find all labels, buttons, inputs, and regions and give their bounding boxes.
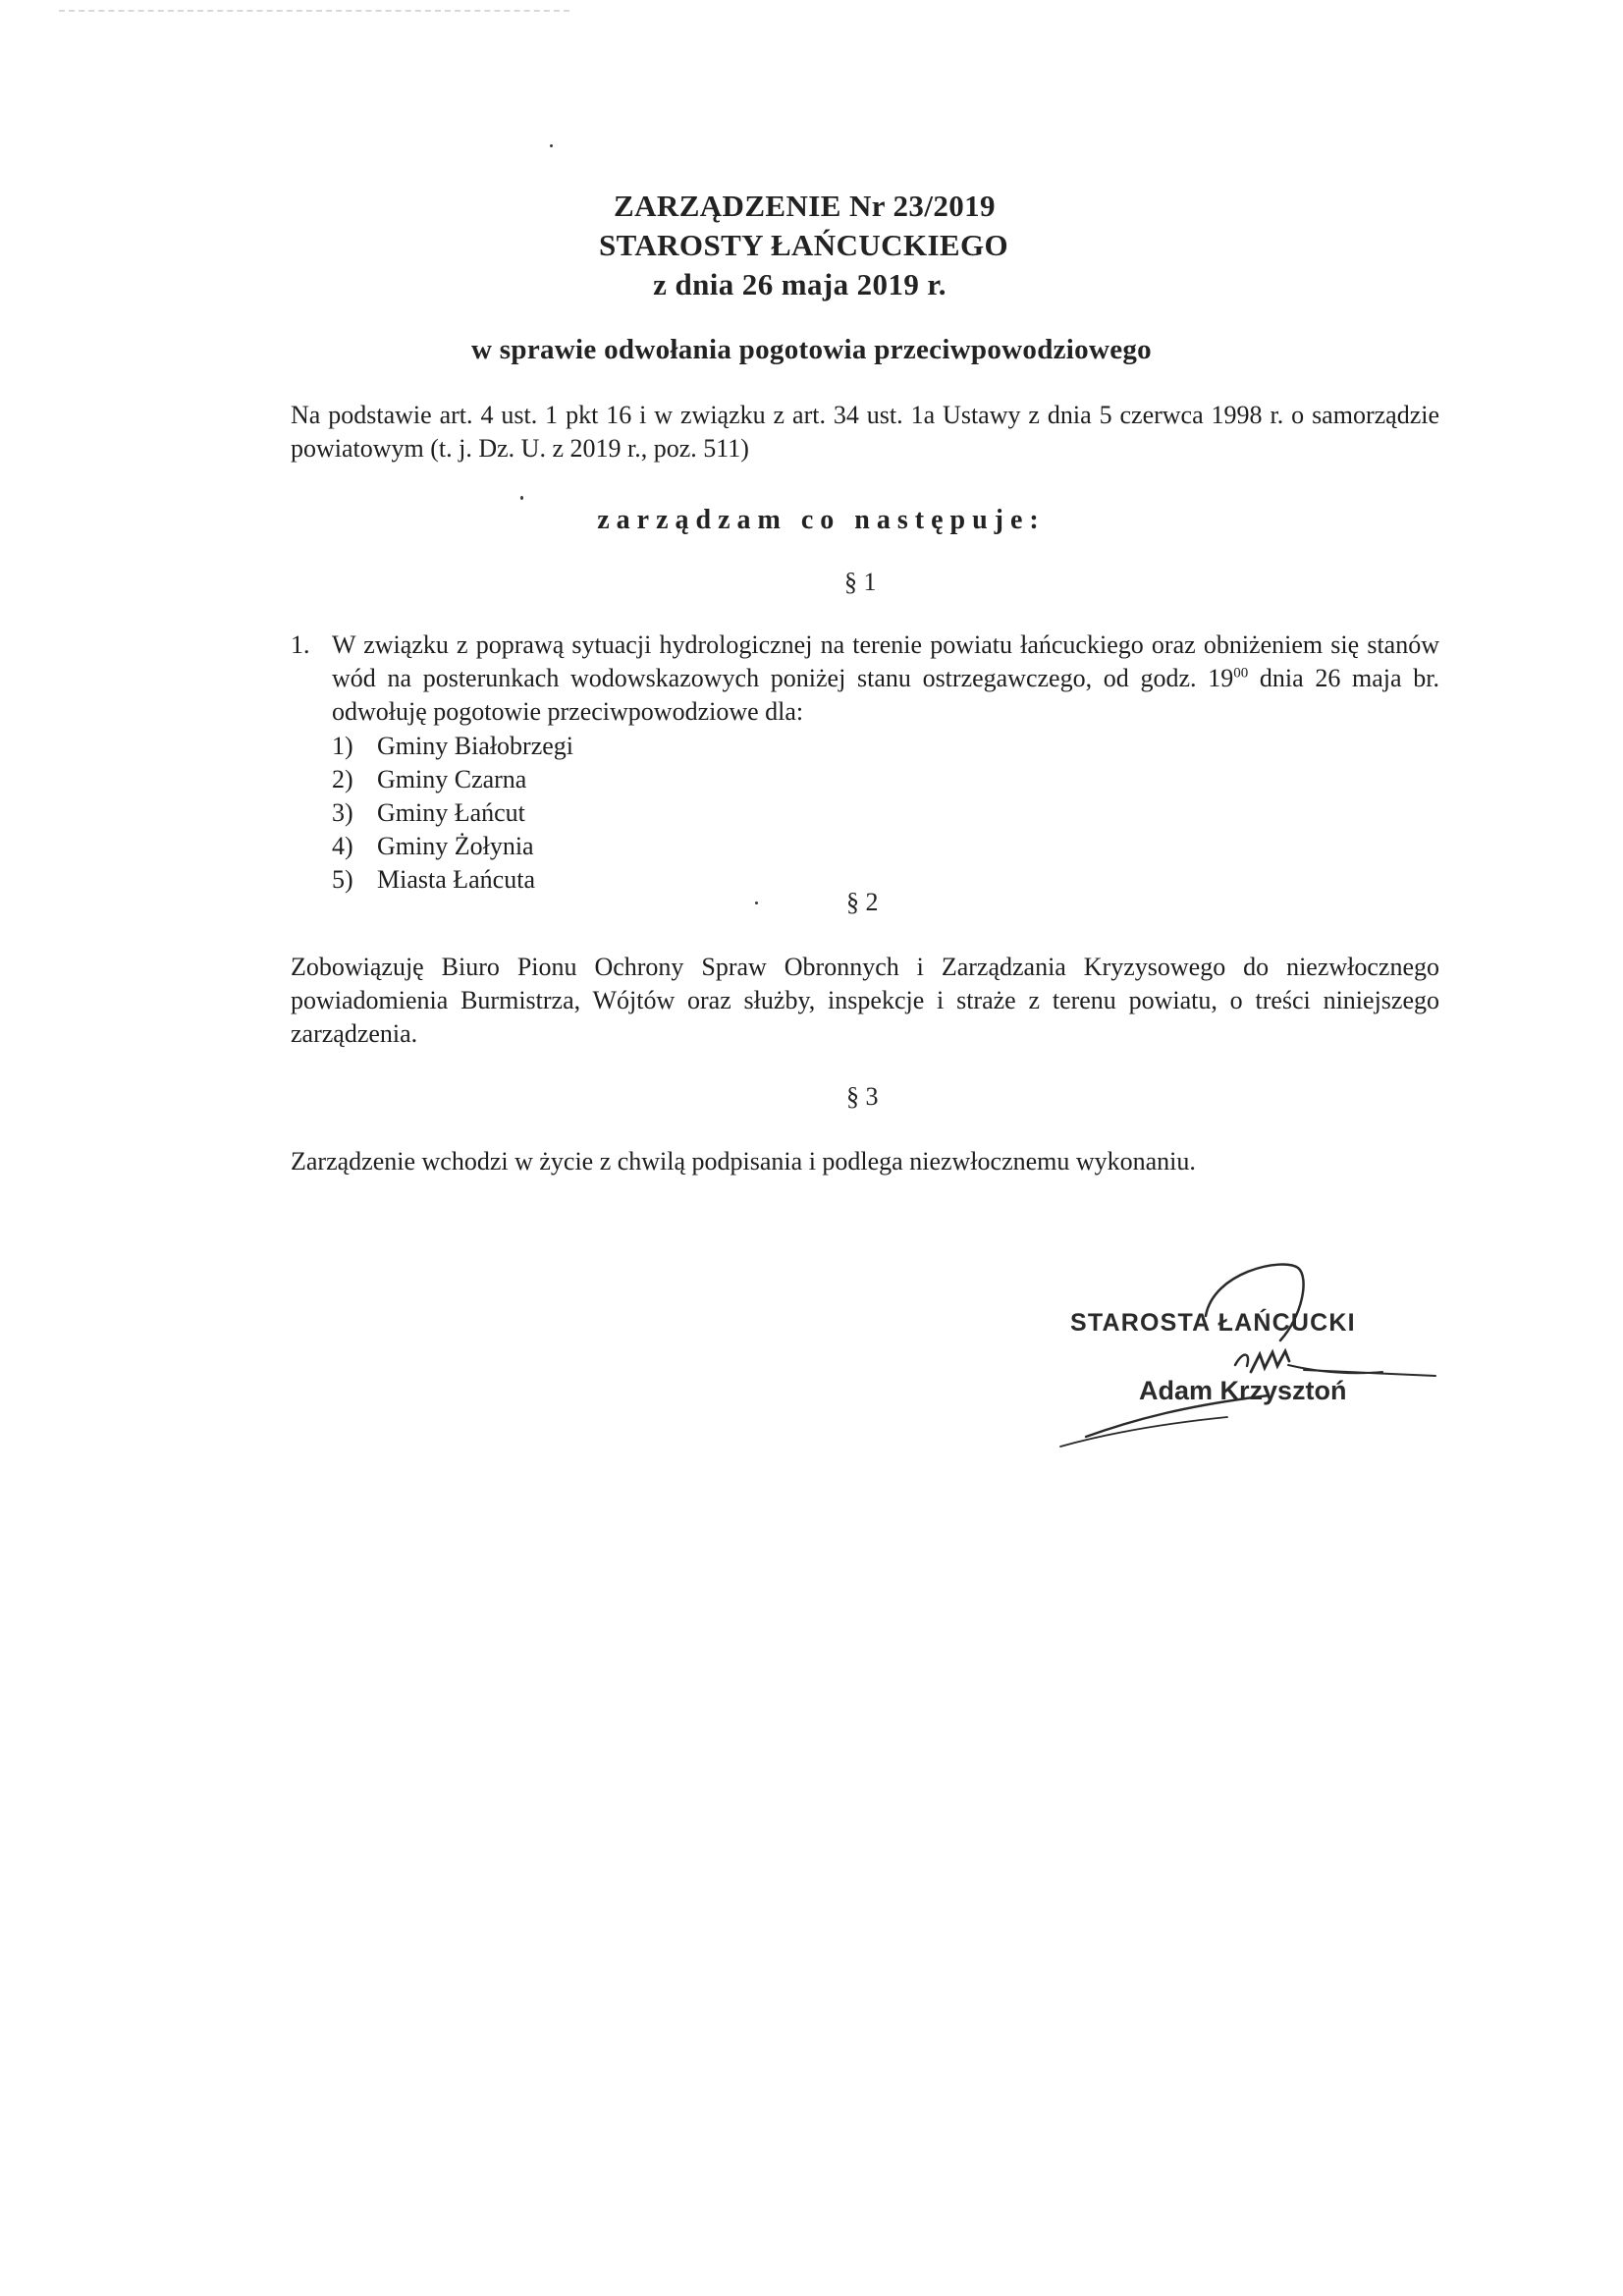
entities-list (332, 730, 573, 897)
list-item-number: 3) (332, 798, 353, 827)
section-1-heading: § 1 (844, 568, 877, 596)
section-1-text-part-2: dnia 26 maja br. odwołuję pogotowie przeciwpowodziowe dla: (332, 664, 1439, 726)
decree-phrase (0, 505, 1623, 536)
list-item-number: 2) (332, 765, 353, 793)
section-3-heading: § 3 (846, 1082, 879, 1111)
section-2-heading: § 2 (846, 888, 879, 916)
signature-graphic (1041, 1223, 1502, 1449)
section-2-text: Zobowiązuję Biuro Pionu Ochrony Spraw Obronnych i Zarządzania Kryzysowego do niezwłocznego powiadomienia Burmistrza, Wójtów oraz służby, inspekcje i straże z terenu powiatu, o treści niniejszego zarządzenia. (291, 953, 1439, 1048)
document-subject: w sprawie odwołania pogotowia przeciwpowodziowego (471, 334, 1152, 365)
section-1-item (291, 629, 1439, 729)
title-issuer: STAROSTY ŁAŃCUCKIEGO (598, 228, 1009, 262)
section-1-item-text (332, 629, 1439, 729)
section-1-item-number: 1. (291, 630, 310, 659)
list-item (332, 730, 573, 763)
title-date: z dnia 26 maja 2019 r. (653, 267, 947, 301)
list-item (332, 863, 573, 897)
list-item (332, 796, 573, 830)
list-item-name: Gminy Czarna (377, 765, 527, 793)
title-ordinance-number: ZARZĄDZENIE Nr 23/2019 (614, 189, 996, 223)
legal-basis-text: Na podstawie art. 4 ust. 1 pkt 16 i w związku z art. 34 ust. 1a Ustawy z dnia 5 czerwca 1998 r. o samorządzie powiatowym (t. j. Dz. U. z 2019 r., poz. 511) (291, 401, 1439, 463)
list-item-name: Gminy Łańcut (377, 798, 525, 827)
list-item-name: Gminy Żołynia (377, 832, 534, 860)
list-item-name: Miasta Łańcuta (377, 865, 535, 894)
list-item-number: 4) (332, 832, 353, 860)
list-item-number: 1) (332, 732, 353, 760)
legal-basis-paragraph (291, 399, 1439, 465)
scan-speck (550, 144, 553, 147)
scan-speck (755, 902, 758, 904)
list-item (332, 763, 573, 796)
list-item-name: Gminy Białobrzegi (377, 732, 574, 760)
section-3-text: Zarządzenie wchodzi w życie z chwilą podpisania i podlega niezwłocznemu wykonaniu. (291, 1147, 1196, 1175)
svg-text:Adam Krzysztoń: Adam Krzysztoń (1139, 1376, 1347, 1405)
section-1-text-part-1: W związku z poprawą sytuacji hydrologicznej na terenie powiatu łańcuckiego oraz obniżeniem się stanów wód na posterunkach wodowskazowych poniżej stanu ostrzegawczego, od godz. 19 (332, 630, 1439, 692)
scan-edge-artifact (59, 0, 569, 12)
signature-stamp (1041, 1223, 1502, 1449)
decree-phrase-text: zarządzam co następuje: (597, 505, 1046, 535)
signature-handwriting (1060, 1265, 1435, 1447)
signature-stamp-lettering (1070, 1308, 1356, 1405)
time-superscript: 00 (1233, 665, 1249, 682)
scan-speck (520, 496, 523, 500)
document-title (0, 187, 1623, 304)
list-item (332, 830, 573, 863)
svg-text:STAROSTA ŁAŃCUCKI: STAROSTA ŁAŃCUCKI (1070, 1309, 1356, 1337)
list-item-number: 5) (332, 865, 353, 894)
